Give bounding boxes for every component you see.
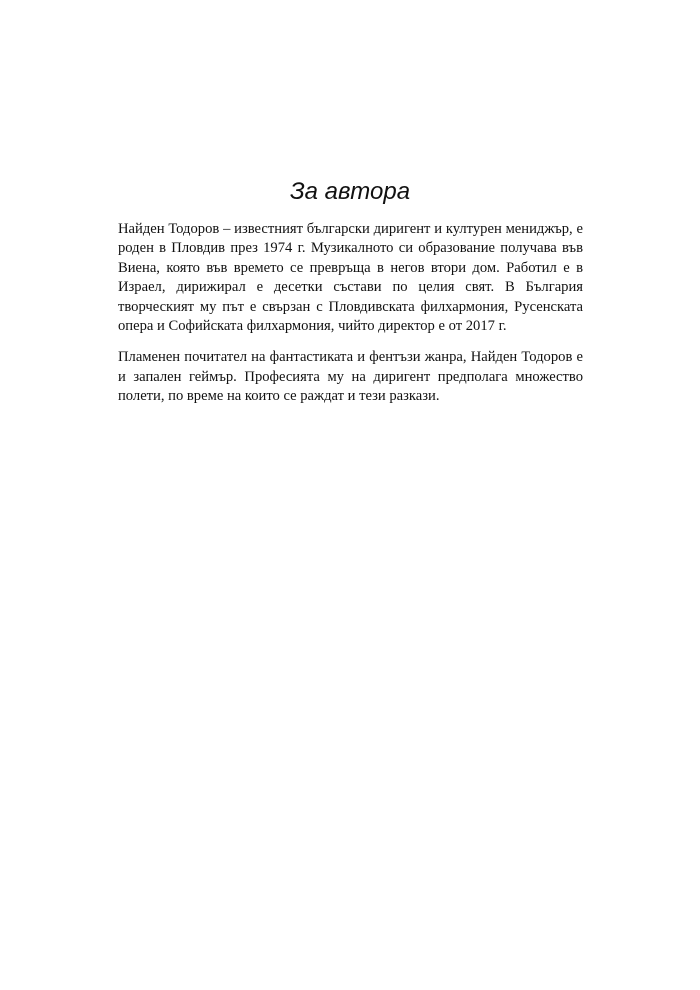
page-title: За автора	[289, 178, 411, 205]
paragraph-interests: Пламенен почитател на фантастиката и фентъзи жанра, Найден Тодоров е и запален геймър. Професията му на диригент предполага множество полети, по време на които се раждат и тези разкази.	[118, 349, 583, 405]
paragraph-biography: Найден Тодоров – известният български диригент и културен мениджър, е роден в Пловдив през 1974 г. Музикалното си образование получава във Виена, която във времето се превръща в негов втори дом. Работил е в Израел, дирижирал е десетки състави по целия свят. В България творческият му път е свързан с Пловдивската филхармония, Русенската опера и Софийската филхармония, чийто директор е от 2017 г.	[118, 221, 583, 335]
body-text	[118, 220, 583, 419]
